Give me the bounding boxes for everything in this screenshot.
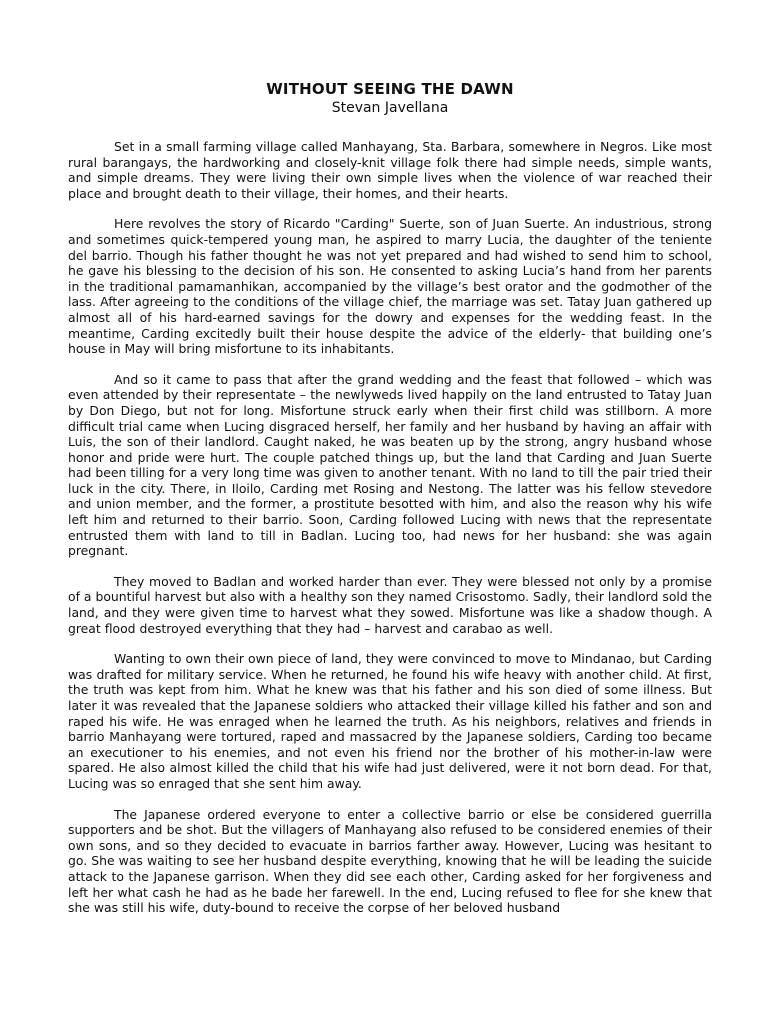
paragraph-6: The Japanese ordered everyone to enter a collective barrio or else be considered guerrilla supporters and be shot. But the villagers of Manhayang also refused to be considered enemies of their own sons, and so they decided to evacuate in barrios farther away. However, Lucing was hesitant to go. She was waiting to see her husband despite everything, knowing that he will be leading the suicide attack to the Japanese garrison. When they did see each other, Carding asked for her forgiveness and left her what cash he had as he bade her farewell. In the end, Lucing refused to flee for she knew that she was still his wife, duty-bound to receive the corpse of her beloved husband: [68, 806, 712, 916]
paragraph-3: And so it came to pass that after the grand wedding and the feast that followed – which was even attended by their representate – the newlyweds lived happily on the land entrusted to Tatay Juan by Don Diego, but not for long. Misfortune struck early when their first child was stillborn. A more difficult trial came when Lucing disgraced herself, her family and her husband by having an affair with Luis, the son of their landlord. Caught naked, he was beaten up by the strong, angry husband whose honor and pride were hurt. The couple patched things up, but the land that Carding and Juan Suerte had been tilling for a very long time was given to another tenant. With no land to till the pair tried their luck in the city. There, in Iloilo, Carding met Rosing and Nestong. The latter was his fellow stevedore and union member, and the former, a prostitute besotted with him, and also the reason why his wife left him and returned to their barrio. Soon, Carding followed Lucing with news that the representate entrusted them with land to till in Badlan. Lucing too, had news for her husband: she was again pregnant.: [68, 371, 712, 559]
paragraph-1: Set in a small farming village called Manhayang, Sta. Barbara, somewhere in Negros. Like most rural barangays, the hardworking and closely-knit village folk there had simple needs, simple wants, and simple dreams. They were living their own simple lives when the violence of war reached their place and brought death to their village, their homes, and their hearts.: [68, 139, 712, 201]
paragraph-4: They moved to Badlan and worked harder than ever. They were blessed not only by a promise of a bountiful harvest but also with a healthy son they named Crisostomo. Sadly, their landlord sold the land, and they were given time to harvest what they sowed. Misfortune was like a shadow though. A great flood destroyed everything that they had – harvest and carabao as well.: [68, 573, 712, 636]
paragraph-5: Wanting to own their own piece of land, they were convinced to move to Mindanao, but Carding was drafted for military service. When he returned, he found his wife heavy with another child. At first, the truth was kept from him. What he knew was that his father and his son died of some illness. But later it was revealed that the Japanese soldiers who attacked their village killed his father and son and raped his wife. He was enraged when he learned the truth. As his neighbors, relatives and friends in barrio Manhayang were tortured, raped and massacred by the Japanese soldiers, Carding too became an executioner to his enemies, and not even his friend nor the brother of his mother-in-law were spared. He also almost killed the child that his wife had just delivered, were it not born dead. For that, Lucing was so enraged that she sent him away.: [68, 651, 712, 791]
document-title: WITHOUT SEEING THE DAWN: [266, 80, 514, 98]
document-body: [68, 139, 712, 916]
paragraph-2: Here revolves the story of Ricardo "Carding" Suerte, son of Juan Suerte. An industrious, strong and sometimes quick-tempered young man, he aspired to marry Lucia, the daughter of the teniente del barrio. Though his father thought he was not yet prepared and had wished to send him to school, he gave his blessing to the decision of his son. He consented to asking Lucia’s hand from her parents in the traditional pamamanhikan, accompanied by the village’s best orator and the godmother of the lass. After agreeing to the conditions of the village chief, the marriage was set. Tatay Juan gathered up almost all of his hard-earned savings for the dowry and expenses for the wedding feast. In the meantime, Carding excitedly built their house despite the advice of the elderly- that building one’s house in May will bring misfortune to its inhabitants.: [68, 216, 712, 357]
document-author: Stevan Javellana: [331, 100, 449, 116]
